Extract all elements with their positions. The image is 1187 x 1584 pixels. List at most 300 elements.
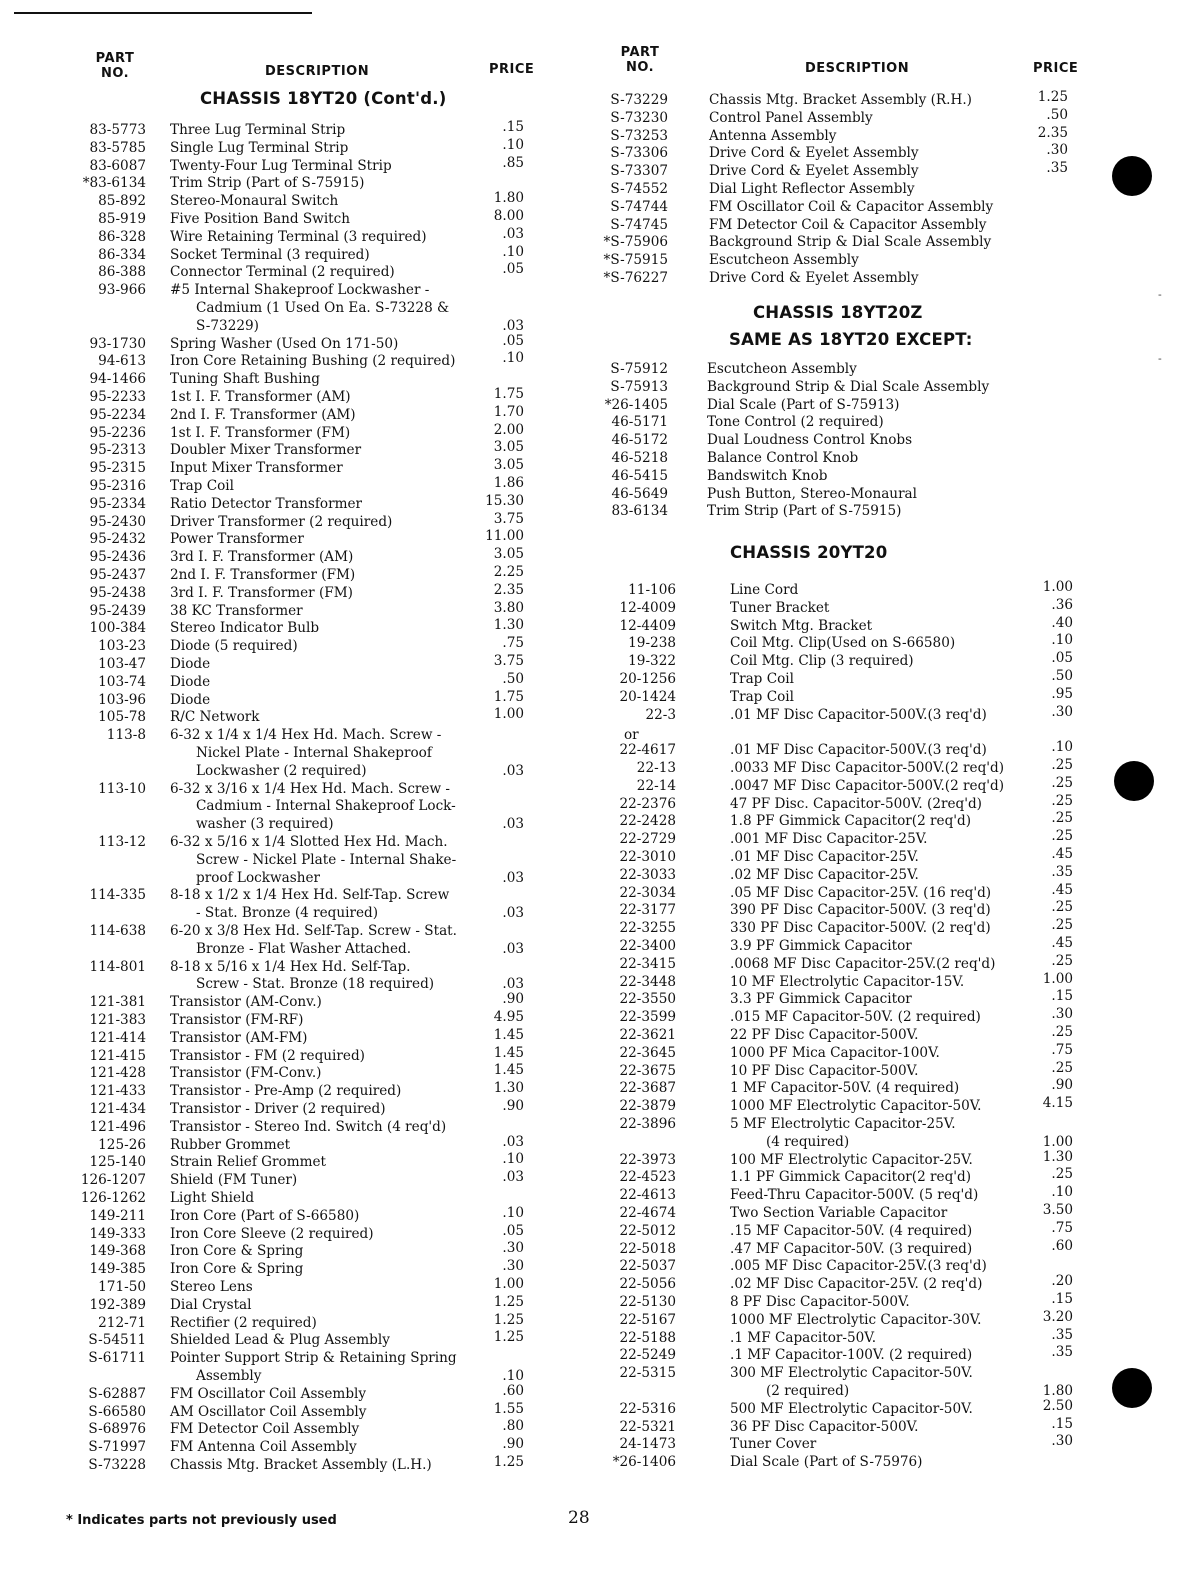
- part-price: 3.20: [1042, 1308, 1073, 1325]
- right-price-header: PRICE: [1033, 61, 1079, 76]
- description-line: Bandswitch Knob: [707, 467, 828, 484]
- description-line: 100 MF Electrolytic Capacitor-25V.: [730, 1151, 973, 1168]
- description-line: Dial Light Reflector Assembly: [709, 181, 915, 197]
- part-description: [730, 1454, 922, 1472]
- part-number: 22-3896: [619, 1116, 676, 1132]
- part-price: .03: [502, 1169, 524, 1186]
- description-line: .005 MF Disc Capacitor-25V.(3 req'd): [730, 1258, 987, 1275]
- part-price: .10: [1051, 1184, 1073, 1201]
- part-number: 22-5316: [619, 1400, 676, 1417]
- part-number: S-54511: [88, 1332, 146, 1349]
- part-price: .25: [1051, 757, 1073, 773]
- part-price: 1.80: [1042, 1382, 1073, 1399]
- part-number: 22-5037: [619, 1258, 676, 1275]
- description-line: 3.3 PF Gimmick Capacitor: [730, 991, 912, 1008]
- part-price: .03: [502, 869, 524, 886]
- part-price: .10: [502, 243, 524, 260]
- part-price: .03: [502, 762, 524, 779]
- part-header-line1: PART: [95, 51, 135, 66]
- part-number: 83-6087: [89, 157, 146, 174]
- description-line: 6-32 x 5/16 x 1/4 Slotted Hex Hd. Mach.: [170, 834, 448, 850]
- description-line: Coil Mtg. Clip(Used on S-66580): [730, 635, 956, 652]
- description-line: Feed-Thru Capacitor-500V. (5 req'd): [730, 1187, 979, 1204]
- description-line: Trap Coil: [730, 671, 794, 687]
- part-number: 114-801: [89, 958, 146, 975]
- part-number: 95-2316: [89, 478, 146, 494]
- description-line: Iron Core & Spring: [170, 1243, 304, 1260]
- description-line: .001 MF Disc Capacitor-25V.: [730, 831, 928, 848]
- part-price: .25: [1051, 1024, 1073, 1040]
- part-number: 22-3255: [619, 920, 676, 937]
- part-price: .03: [502, 816, 524, 833]
- part-number: 95-2315: [89, 460, 146, 477]
- description-line: Shielded Lead & Plug Assembly: [170, 1332, 390, 1349]
- description-line: 1000 MF Electrolytic Capacitor-50V.: [730, 1098, 982, 1115]
- description-line: Connector Terminal (2 required): [170, 264, 395, 281]
- description-line: 6-20 x 3/8 Hex Hd. Self-Tap. Screw - Stat.: [170, 923, 457, 939]
- description-line: 500 MF Electrolytic Capacitor-50V.: [730, 1400, 973, 1417]
- description-line: 1st I. F. Transformer (AM): [170, 389, 351, 405]
- description-line: Escutcheon Assembly: [707, 361, 857, 377]
- description-line: Power Transformer: [170, 531, 304, 548]
- description-line: 390 PF Disc Capacitor-500V. (3 req'd): [730, 902, 991, 919]
- part-number: 19-322: [628, 653, 676, 670]
- part-price: 1.25: [1037, 89, 1068, 105]
- description-line: 1st I. F. Transformer (FM): [170, 424, 351, 441]
- part-number: 103-96: [98, 691, 146, 708]
- part-number: 149-385: [89, 1261, 146, 1278]
- description-line: .1 MF Capacitor-50V.: [730, 1329, 877, 1346]
- part-number: S-61711: [88, 1350, 146, 1367]
- part-price: .10: [502, 1151, 524, 1168]
- description-line: Chassis Mtg. Bracket Assembly (R.H.): [709, 92, 972, 108]
- part-number: S-73229: [610, 92, 668, 108]
- description-line: FM Detector Coil Assembly: [170, 1421, 360, 1438]
- description-line: 1.8 PF Gimmick Capacitor(2 req'd): [730, 813, 972, 830]
- description-line: Control Panel Assembly: [709, 109, 873, 126]
- section-title-20yt20: CHASSIS 20YT20: [730, 543, 888, 562]
- part-price: .30: [1046, 142, 1068, 159]
- description-line: Drive Cord & Eyelet Assembly: [709, 163, 919, 180]
- description-line: Stereo Indicator Bulb: [170, 620, 320, 637]
- part-price: .10: [502, 350, 524, 367]
- part-number: 105-78: [98, 709, 146, 726]
- part-price: 3.50: [1042, 1202, 1073, 1218]
- description-line: Two Section Variable Capacitor: [730, 1205, 948, 1221]
- part-number: 212-71: [98, 1314, 146, 1331]
- description-line: 8-18 x 5/16 x 1/4 Hex Hd. Self-Tap.: [170, 958, 411, 975]
- description-line: proof Lockwasher: [196, 869, 320, 886]
- part-number: 94-1466: [89, 371, 146, 388]
- part-number: 46-5171: [611, 414, 668, 431]
- part-number: 113-12: [98, 834, 146, 850]
- description-line: Screw - Nickel Plate - Internal Shake-: [196, 851, 457, 868]
- part-number: 12-4409: [619, 617, 676, 634]
- description-line: Socket Terminal (3 required): [170, 246, 370, 263]
- part-number: 46-5218: [611, 450, 668, 466]
- description-line: Iron Core & Spring: [170, 1261, 304, 1278]
- part-description: [707, 361, 857, 379]
- description-line: 330 PF Disc Capacitor-500V. (2 req'd): [730, 920, 991, 937]
- part-price: .03: [502, 905, 524, 922]
- part-number: 22-3645: [619, 1044, 676, 1061]
- part-price: .35: [1051, 863, 1073, 880]
- description-line: .01 MF Disc Capacitor-25V.: [730, 849, 919, 865]
- part-price: 1.70: [493, 403, 524, 420]
- part-number: 95-2438: [89, 584, 146, 601]
- part-number: S-74552: [610, 181, 668, 197]
- part-price: .90: [1051, 1077, 1073, 1094]
- description-line: Diode: [170, 691, 211, 708]
- part-number: 126-1262: [80, 1190, 146, 1206]
- part-number: 11-106: [628, 582, 676, 598]
- part-price: 3.75: [493, 653, 524, 669]
- part-number: 94-613: [98, 353, 146, 370]
- description-line: Trim Strip (Part of S-75915): [707, 503, 902, 520]
- description-line: Balance Control Knob: [707, 450, 859, 466]
- part-number: 22-3010: [619, 849, 676, 865]
- part-number: *26-1406: [612, 1454, 676, 1471]
- part-number: 22-3034: [619, 884, 676, 901]
- part-number: 22-3973: [619, 1151, 676, 1168]
- left-part-no-header: [80, 51, 150, 81]
- part-number: 19-238: [628, 635, 676, 652]
- description-line: Cadmium - Internal Shakeproof Lock-: [196, 798, 456, 815]
- part-number: 86-388: [98, 264, 146, 281]
- part-number: 121-381: [89, 994, 146, 1011]
- part-number: 22-3675: [619, 1062, 676, 1079]
- description-line: #5 Internal Shakeproof Lockwasher -: [170, 282, 430, 299]
- part-number: 22-4523: [619, 1169, 676, 1186]
- part-number: 24-1473: [619, 1436, 676, 1453]
- part-description: [709, 217, 986, 235]
- part-price: .05: [502, 1222, 524, 1239]
- part-number: 22-2729: [619, 831, 676, 848]
- part-number: 22-3177: [619, 902, 676, 919]
- part-description: [709, 234, 991, 252]
- part-number: 192-389: [89, 1296, 146, 1313]
- description-line: Diode: [170, 656, 211, 672]
- description-line: 22 PF Disc Capacitor-500V.: [730, 1027, 919, 1043]
- part-price: .90: [502, 991, 524, 1008]
- part-number: 22-3448: [619, 973, 676, 990]
- part-price: 1.80: [493, 190, 524, 207]
- description-line: Transistor (FM-RF): [170, 1012, 304, 1028]
- description-line: 8-18 x 1/2 x 1/4 Hex Hd. Self-Tap. Screw: [170, 887, 450, 904]
- part-number: 103-74: [98, 673, 146, 690]
- part-price: 1.45: [493, 1062, 524, 1079]
- part-number: S-74744: [610, 198, 668, 215]
- part-number: 93-966: [98, 282, 146, 299]
- description-line: 6-32 x 3/16 x 1/4 Hex Hd. Mach. Screw -: [170, 780, 451, 797]
- part-description: [709, 181, 915, 199]
- description-line: Wire Retaining Terminal (3 required): [170, 228, 427, 245]
- description-line: Rubber Grommet: [170, 1136, 291, 1153]
- part-price: .35: [1046, 160, 1068, 177]
- description-line: 1000 MF Electrolytic Capacitor-30V.: [730, 1311, 982, 1328]
- part-price: .25: [1051, 810, 1073, 827]
- part-header-line2: NO.: [625, 60, 655, 75]
- part-price: .45: [1051, 846, 1073, 862]
- part-price: .35: [1051, 1344, 1073, 1361]
- part-number: 95-2430: [89, 513, 146, 530]
- description-line: Iron Core Sleeve (2 required): [170, 1225, 374, 1242]
- part-description: [709, 270, 919, 288]
- part-number: 114-335: [89, 887, 146, 904]
- part-price: 1.30: [493, 617, 524, 634]
- top-rule: [14, 12, 312, 14]
- part-number: S-73253: [610, 127, 668, 144]
- part-price: 1.00: [1042, 579, 1073, 595]
- description-line: 3.9 PF Gimmick Capacitor: [730, 938, 912, 954]
- description-line: 3rd I. F. Transformer (AM): [170, 549, 354, 566]
- part-description: [707, 414, 884, 432]
- part-number: 22-3621: [619, 1027, 676, 1043]
- part-number: 149-211: [89, 1207, 146, 1224]
- description-line: Driver Transformer (2 required): [170, 513, 393, 530]
- part-number: 125-140: [89, 1154, 146, 1171]
- part-price: 3.80: [493, 599, 524, 616]
- part-price: .10: [502, 1367, 524, 1384]
- description-line: 47 PF Disc. Capacitor-500V. (2req'd): [730, 795, 982, 812]
- part-price: .25: [1051, 952, 1073, 969]
- part-number: 22-3033: [619, 866, 676, 883]
- description-line: .01 MF Disc Capacitor-500V.(3 req'd): [730, 742, 987, 759]
- part-number: 22-3415: [619, 955, 676, 972]
- description-line: Strain Relief Grommet: [170, 1154, 327, 1171]
- part-number: S-62887: [88, 1385, 146, 1402]
- part-number: 95-2439: [89, 602, 146, 619]
- scan-speck: -: [1158, 352, 1162, 365]
- description-line: 36 PF Disc Capacitor-500V.: [730, 1418, 919, 1435]
- part-number: 113-8: [106, 727, 146, 744]
- part-number: 22-3879: [619, 1098, 676, 1115]
- part-price: .15: [502, 119, 524, 135]
- description-line: (2 required): [766, 1382, 850, 1399]
- part-price: 1.00: [1042, 1133, 1073, 1150]
- part-price: .45: [1051, 935, 1073, 951]
- description-line: Antenna Assembly: [709, 127, 837, 144]
- description-line: Diode (5 required): [170, 638, 298, 655]
- description-line: 3rd I. F. Transformer (FM): [170, 584, 353, 601]
- description-line: Trim Strip (Part of S-75915): [170, 175, 365, 192]
- part-price: .15: [1051, 988, 1073, 1005]
- part-price: 15.30: [485, 492, 524, 509]
- description-line: 10 PF Disc Capacitor-500V.: [730, 1062, 919, 1079]
- description-line: R/C Network: [170, 709, 260, 726]
- part-price: .30: [1051, 1433, 1073, 1450]
- part-price: 2.00: [493, 421, 524, 438]
- description-line: .1 MF Capacitor-100V. (2 required): [730, 1347, 973, 1364]
- description-line: washer (3 required): [196, 816, 334, 833]
- description-line: 2nd I. F. Transformer (AM): [170, 406, 356, 423]
- part-number: 22-3599: [619, 1009, 676, 1026]
- part-number: 22-3550: [619, 991, 676, 1008]
- part-description: [707, 397, 899, 415]
- description-line: 5 MF Electrolytic Capacitor-25V.: [730, 1116, 956, 1132]
- description-line: 8 PF Disc Capacitor-500V.: [730, 1294, 910, 1310]
- description-line: Transistor (AM-Conv.): [170, 994, 322, 1011]
- part-price: .50: [1051, 668, 1073, 684]
- part-number: 22-5315: [619, 1365, 676, 1382]
- part-number: S-73306: [610, 145, 668, 162]
- part-number: 95-2437: [89, 567, 146, 583]
- part-number: S-73307: [610, 163, 668, 180]
- part-number: 149-368: [89, 1243, 146, 1260]
- part-number: 100-384: [89, 620, 146, 637]
- part-number: 83-5773: [89, 122, 146, 138]
- part-number: 103-23: [98, 638, 146, 655]
- part-price: 1.86: [493, 475, 524, 491]
- part-number: 85-919: [98, 211, 146, 227]
- part-number: 22-3: [645, 706, 676, 723]
- description-line: .0033 MF Disc Capacitor-500V.(2 req'd): [730, 760, 1005, 776]
- description-line: Tone Control (2 required): [707, 414, 884, 431]
- part-price: .15: [1051, 1415, 1073, 1432]
- part-number: 22-5167: [619, 1311, 676, 1328]
- binder-hole-bottom: [1112, 1368, 1152, 1408]
- section-title-18yt20-contd: CHASSIS 18YT20 (Cont'd.): [200, 89, 447, 108]
- part-price: .85: [502, 154, 524, 171]
- binder-hole-middle: [1114, 761, 1154, 801]
- part-number: 20-1256: [619, 671, 676, 687]
- part-number: 121-383: [89, 1012, 146, 1028]
- part-number: 95-2334: [89, 495, 146, 512]
- part-price: .03: [502, 940, 524, 957]
- description-line: Transistor - Stereo Ind. Switch (4 req'd): [170, 1118, 447, 1135]
- part-price: 1.45: [493, 1026, 524, 1043]
- description-line: Trap Coil: [730, 688, 794, 705]
- or-separator: or: [624, 727, 639, 743]
- description-line: Rectifier (2 required): [170, 1314, 317, 1331]
- part-number: 83-5785: [89, 139, 146, 156]
- part-number: 46-5415: [611, 467, 668, 484]
- part-number: 86-334: [98, 246, 146, 263]
- part-price: .10: [502, 136, 524, 153]
- part-number: 22-14: [636, 777, 676, 794]
- description-line: .01 MF Disc Capacitor-500V.(3 req'd): [730, 706, 987, 723]
- right-part-no-header: [605, 45, 675, 75]
- part-number: 103-47: [98, 656, 146, 672]
- part-number: 95-2436: [89, 549, 146, 566]
- part-number: 22-2376: [619, 795, 676, 812]
- part-number: 95-2236: [89, 424, 146, 441]
- description-line: Transistor (FM-Conv.): [170, 1065, 322, 1082]
- part-description: [707, 486, 917, 504]
- description-line: Transistor - Driver (2 required): [170, 1101, 386, 1117]
- part-description: [707, 468, 827, 486]
- part-price: 1.55: [493, 1400, 524, 1417]
- part-number: 22-4617: [619, 742, 676, 759]
- description-line: Diode: [170, 673, 211, 690]
- part-number: 22-5188: [619, 1329, 676, 1346]
- description-line: Stereo Lens: [170, 1279, 253, 1295]
- part-number: 22-5249: [619, 1347, 676, 1364]
- description-line: Input Mixer Transformer: [170, 460, 343, 477]
- part-description: [709, 252, 859, 270]
- description-line: 6-32 x 1/4 x 1/4 Hex Hd. Mach. Screw -: [170, 727, 442, 744]
- part-price: 1.25: [493, 1454, 524, 1470]
- part-price: 1.25: [493, 1329, 524, 1346]
- description-line: Background Strip & Dial Scale Assembly: [709, 234, 992, 251]
- part-price: 2.50: [1042, 1397, 1073, 1414]
- part-price: .25: [1051, 917, 1073, 934]
- part-number: 46-5172: [611, 432, 668, 449]
- description-line: 10 MF Electrolytic Capacitor-15V.: [730, 973, 965, 990]
- description-line: FM Detector Coil & Capacitor Assembly: [709, 216, 987, 233]
- part-number: 121-428: [89, 1065, 146, 1082]
- part-price: .03: [502, 225, 524, 242]
- part-price: .75: [1051, 1219, 1073, 1236]
- left-price-header: PRICE: [489, 62, 535, 77]
- description-line: Line Cord: [730, 582, 799, 598]
- binder-hole-top: [1112, 156, 1152, 196]
- part-price: .20: [1051, 1273, 1073, 1290]
- part-price: .60: [1051, 1237, 1073, 1254]
- part-price: .10: [1051, 739, 1073, 756]
- description-line: FM Antenna Coil Assembly: [170, 1439, 357, 1456]
- right-description-header: DESCRIPTION: [805, 61, 910, 76]
- description-line: Transistor - Pre-Amp (2 required): [170, 1083, 402, 1100]
- left-description-header: DESCRIPTION: [265, 64, 370, 79]
- part-price: 1.30: [493, 1080, 524, 1097]
- part-number: S-75913: [610, 378, 668, 395]
- part-number: 114-638: [89, 923, 146, 939]
- description-line: Cadmium (1 Used On Ea. S-73228 &: [196, 299, 450, 316]
- description-line: .0047 MF Disc Capacitor-500V.(2 req'd): [730, 777, 1005, 794]
- part-price: .03: [502, 976, 524, 993]
- part-price: .05: [1051, 650, 1073, 667]
- footnote: * Indicates parts not previously used: [66, 1513, 337, 1528]
- part-number: S-73230: [610, 109, 668, 126]
- description-line: Dial Scale (Part of S-75976): [730, 1454, 923, 1471]
- part-price: 3.05: [493, 457, 524, 474]
- part-number: 22-3687: [619, 1080, 676, 1097]
- part-price: .03: [502, 317, 524, 334]
- part-price: .75: [502, 635, 524, 652]
- part-price: .25: [1051, 899, 1073, 916]
- part-number: 93-1730: [89, 335, 146, 352]
- description-line: Transistor - FM (2 required): [170, 1047, 365, 1064]
- part-number: 46-5649: [611, 485, 668, 502]
- part-price: 4.95: [493, 1009, 524, 1025]
- part-price: .05: [502, 261, 524, 278]
- description-line: Ratio Detector Transformer: [170, 495, 363, 512]
- part-price: 1.00: [493, 706, 524, 723]
- description-line: 1.1 PF Gimmick Capacitor(2 req'd): [730, 1169, 972, 1186]
- part-price: 1.75: [493, 386, 524, 402]
- part-price: .10: [502, 1204, 524, 1221]
- part-price: 2.35: [493, 581, 524, 598]
- part-number: *26-1405: [604, 396, 668, 413]
- description-line: Iron Core Retaining Bushing (2 required): [170, 353, 456, 370]
- description-line: (4 required): [766, 1133, 850, 1150]
- description-line: .02 MF Disc Capacitor-25V.: [730, 866, 919, 883]
- description-line: Chassis Mtg. Bracket Assembly (L.H.): [170, 1457, 432, 1473]
- part-number: 86-328: [98, 228, 146, 245]
- part-number: S-74745: [610, 216, 668, 233]
- description-line: Twenty-Four Lug Terminal Strip: [170, 157, 392, 174]
- description-line: Spring Washer (Used On 171-50): [170, 335, 399, 352]
- description-line: Doubler Mixer Transformer: [170, 442, 362, 459]
- part-price: .30: [502, 1258, 524, 1275]
- part-number: 83-6134: [611, 503, 668, 520]
- part-number: S-75912: [610, 361, 668, 377]
- part-number: S-73228: [88, 1457, 146, 1473]
- part-price: .30: [1051, 1006, 1073, 1023]
- part-number: 22-4674: [619, 1205, 676, 1221]
- part-price: 1.25: [493, 1311, 524, 1328]
